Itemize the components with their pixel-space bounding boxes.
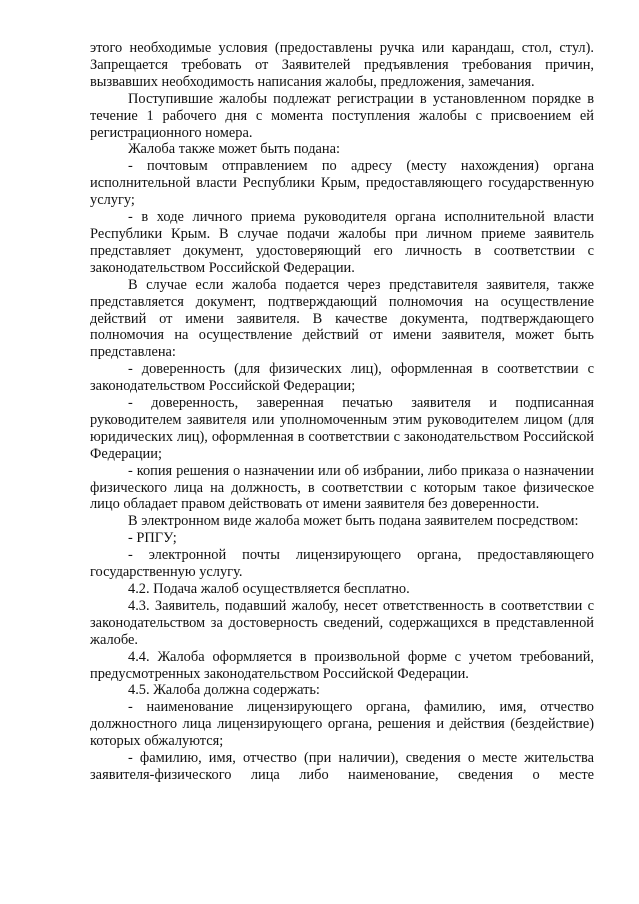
list-item-email: - электронной почты лицензирующего органа, предоставляющего государственную услугу. <box>90 547 594 581</box>
list-item-personal-reception: - в ходе личного приема руководителя органа исполнительной власти Республики Крым. В случае подачи жалобы при личном приеме заявитель представляет документ, удостоверяющий его личность в соответствии с законодательством Российской Федерации. <box>90 209 594 276</box>
paragraph-registration: Поступившие жалобы подлежат регистрации в установленном порядке в течение 1 рабочего дня с момента поступления жалобы с присвоением ей регистрационного номера. <box>90 90 594 141</box>
paragraph-electronic: В электронном виде жалоба может быть подана заявителем посредством: <box>128 513 579 530</box>
list-item-authority-name: - наименование лицензирующего органа, фамилию, имя, отчество должностного лица лицензирующего органа, решения и действия (бездействие) которых обжалуются; <box>90 699 594 750</box>
list-item-power-of-attorney-legal: - доверенность, заверенная печатью заявителя и подписанная руководителем заявителя или уполномоченным этим руководителем лицом (для юридических лиц), оформленная в соответствии с законодательством Российской Федерации; <box>90 395 594 462</box>
paragraph-representative: В случае если жалоба подается через представителя заявителя, также представляется документ, подтверждающий полномочия на осуществление действий от имени заявителя. В качестве документа, подтверждающего полномочия на осуществление действий от имени заявителя, может быть представлена: <box>90 276 594 361</box>
clause-4-3: 4.3. Заявитель, подавший жалобу, несет ответственность в соответствии с законодательством за достоверность сведений, содержащихся в представленной жалобе. <box>90 597 594 648</box>
list-item-power-of-attorney-individual: - доверенность (для физических лиц), оформленная в соответствии с законодательством Российской Федерации; <box>90 361 594 395</box>
clause-4-5: 4.5. Жалоба должна содержать: <box>128 682 320 699</box>
document-body <box>90 40 594 784</box>
clause-4-2: 4.2. Подача жалоб осуществляется бесплатно. <box>128 581 410 597</box>
paragraph-submission-methods: Жалоба также может быть подана: <box>128 141 341 158</box>
clause-4-4: 4.4. Жалоба оформляется в произвольной форме с учетом требований, предусмотренных законодательством Российской Федерации. <box>90 648 594 682</box>
list-item-applicant-details: - фамилию, имя, отчество (при наличии), сведения о месте жительства заявителя-физического лица либо наименование, сведения о месте <box>90 750 594 783</box>
list-item-postal: - почтовым отправлением по адресу (месту нахождения) органа исполнительной власти Республики Крым, предоставляющего государственную услугу; <box>90 158 594 209</box>
list-item-rpgu: - РПГУ; <box>128 530 177 547</box>
paragraph-conditions: этого необходимые условия (предоставлены ручка или карандаш, стол, стул). Запрещается требовать от Заявителей предъявления требования причин, вызвавших необходимость написания жалобы, предложения, замечания. <box>90 40 594 90</box>
list-item-appointment-copy: - копия решения о назначении или об избрании, либо приказа о назначении физического лица на должность, в соответствии с которым такое физическое лицо обладает правом действовать от имени заявителя без доверенности. <box>90 462 594 513</box>
